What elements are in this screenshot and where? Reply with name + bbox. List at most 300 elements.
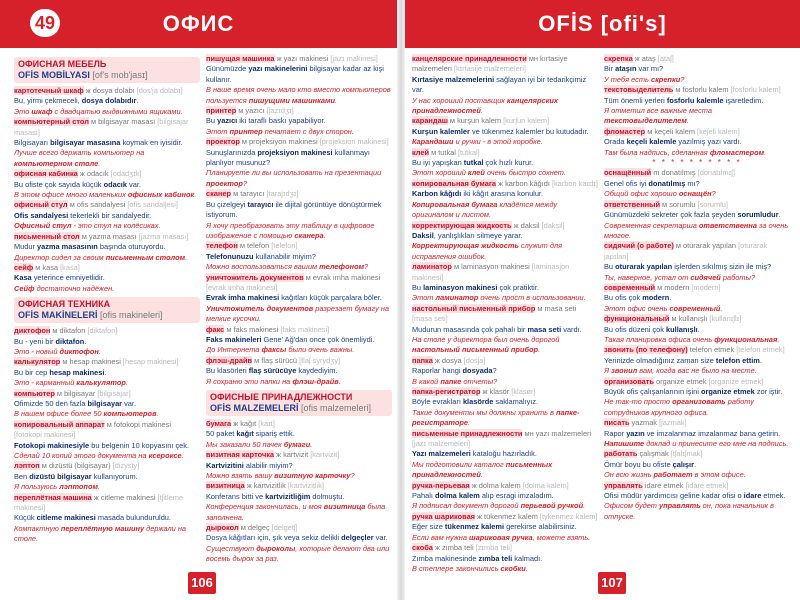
example-highlight: скрепки <box>650 74 681 84</box>
column-4 <box>604 54 790 574</box>
right-page-number: 107 <box>598 572 626 594</box>
transcription: [laminasjon makinesi] <box>412 262 570 282</box>
example-turkish: Ofis sandalyesi tekerlekli bir sandalyedir. <box>14 210 152 220</box>
dictionary-headword-line <box>604 449 790 459</box>
example-turkish: Bu ofiste çok sayıda küçük odacık var. <box>14 179 141 189</box>
dictionary-headword-line <box>206 481 392 491</box>
example-highlight: dosyada <box>462 366 493 376</box>
transcription: [dolma kalem] <box>522 480 569 490</box>
headword: проектор <box>206 137 240 147</box>
example-turkish: Bu iyi yapışkan tutkal çok hızlı kurur. <box>412 158 534 168</box>
example-russian: Я сохраню эти папки на флэш-драйв. <box>206 376 341 386</box>
transcription: [idare etmek] <box>685 480 729 490</box>
example-russian: Офисом будет управлять он, пока начальник в отпуске. <box>604 501 774 521</box>
translation: ж kağıt <box>231 419 259 428</box>
example-russian: Этот принтер печатает с двух сторон. <box>206 126 354 136</box>
example-turkish: Evrak imha makinesi kağıtları küçük parçalara böler. <box>206 293 382 303</box>
transcription: [tutkal] <box>457 147 480 157</box>
section-heading <box>14 57 200 83</box>
example-turkish: Yerinizde olmadığınız zaman size telefon ettim. <box>604 355 762 365</box>
transcription: [dizysty] <box>112 461 140 471</box>
example-russian: В какой папке отчеты? <box>412 376 498 386</box>
dictionary-headword-line <box>412 116 598 126</box>
section-title-ru: ОФИСНАЯ ТЕХНИКА <box>18 299 111 310</box>
transcription: [flaʃ syrydʒy] <box>299 355 341 365</box>
translation: м kurşun kalem <box>447 116 504 126</box>
example-russian: Этот хороший клей очень быстро сохнет. <box>412 168 566 178</box>
translation: ж kartvizit <box>274 450 311 460</box>
headword: организовать <box>604 376 654 386</box>
dictionary-headword-line <box>412 387 598 397</box>
translation: ж dosya <box>432 355 464 365</box>
section-title-tr: OFİS MAKİNELERİ [ofis makineleri] <box>18 310 163 321</box>
example-highlight: çalışır <box>672 459 694 469</box>
dictionary-headword-line <box>14 357 200 367</box>
example-highlight: Ofis sandalyesi <box>14 210 69 220</box>
example-highlight: работает <box>653 470 693 480</box>
example-turkish: Böyle evrakları klasörde saklamalıyız. <box>412 397 539 407</box>
example-highlight: дыроколы <box>256 543 296 553</box>
translation: м tutkal <box>429 147 458 157</box>
transcription: [fosforlu kalem] <box>730 85 781 95</box>
book-gutter <box>397 0 405 600</box>
example-turkish: Bu bir cep hesap makinesi. <box>14 367 107 377</box>
example-highlight: Копировальная бумага <box>412 199 498 209</box>
translation: м fotokopi makinesi <box>104 419 172 429</box>
transcription: [tykenmez kalem] <box>539 511 598 521</box>
headword: сидячий (о работе) <box>604 241 674 251</box>
example-russian: Планируете ли вы использовать на презентации проектор? <box>206 168 382 188</box>
transcription: [evrak imha makinesi] <box>206 282 278 292</box>
translation: м sorumlu <box>660 199 698 209</box>
section-transcription: [ofis makineleri] <box>100 310 163 321</box>
example-highlight: ламинатор <box>435 293 479 303</box>
transcription: [bilgisajar] <box>97 388 131 398</box>
example-highlight: Kırtasiye malzemelerini <box>412 74 495 84</box>
dictionary-headword-line <box>14 263 200 273</box>
headword: лэптоп <box>14 461 40 471</box>
headword: настольный письменный прибор <box>412 303 536 313</box>
headword: калькулятор <box>14 357 61 367</box>
transcription: [kaɪt] <box>258 419 275 428</box>
example-russian: Это - новый диктофон. <box>14 346 101 356</box>
example-highlight: odacık <box>103 179 127 189</box>
example-highlight: Kurşun kalemler <box>412 126 470 136</box>
column-2 <box>206 54 392 574</box>
transcription: [kurʃun kalem] <box>503 116 550 126</box>
dictionary-headword-line <box>604 481 790 491</box>
example-highlight: фломастером <box>709 147 765 157</box>
example-russian: Я звонил вам, когда вас не было на месте. <box>604 366 757 376</box>
example-russian: Я пользуюсь лэптопом. <box>14 482 100 492</box>
translation: idare etmek <box>642 480 686 490</box>
headword: функциональный <box>604 314 670 324</box>
dictionary-headword-line <box>14 493 200 514</box>
example-turkish: Raporlar hangi dosyada? <box>412 366 497 376</box>
example-russian: Я хочу преобразовать эту таблицу в цифровое изображение с помощью сканера. <box>206 220 375 240</box>
headword: текстовыделитель <box>604 85 674 95</box>
translation: м yazma masası <box>79 231 139 241</box>
example-russian: Компактную переплётную машину держали на столе. <box>14 523 187 544</box>
translation: m donatılmış <box>651 168 698 178</box>
example-turkish: Mudurun masasında çok pahalı bir masa seti vardı. <box>412 324 582 334</box>
right-page-title: OFİS [ofi's] <box>538 11 667 36</box>
example-highlight: лэптопом <box>59 482 98 492</box>
headword: пишущая машинка <box>206 54 275 63</box>
example-russian: Существуют дыроколы, которые делают два или восемь дырок за раз. <box>206 543 390 564</box>
dictionary-headword-line <box>604 283 790 293</box>
transcription: [hesap makinesi] <box>122 357 179 367</box>
example-russian: Конференция закончилась, и моя визитница была заполнена. <box>206 502 386 522</box>
section-title-ru: ОФИСНАЯ МЕБЕЛЬ <box>18 59 107 69</box>
dictionary-headword-line <box>206 137 392 147</box>
example-turkish: Bir ataşın var mı? <box>604 64 664 74</box>
example-highlight: yazı makinelerini <box>248 64 308 74</box>
left-page-title: ОФИС <box>162 11 235 36</box>
left-page-number: 106 <box>188 572 216 594</box>
translation: ж kartvizitlik <box>244 481 288 491</box>
example-highlight: masa seti <box>527 324 562 334</box>
headword: компьютерный стол <box>14 117 89 127</box>
translation: м delgeç <box>238 523 272 533</box>
example-highlight: Karbon kâğıdı <box>412 189 462 199</box>
example-highlight: сканера <box>294 230 324 240</box>
example-turkish: Büyük ofis çalışanlarının işini organize etmek zor iştir. <box>604 387 783 396</box>
headword: ответственный <box>604 199 660 209</box>
example-highlight: diktafon <box>55 336 85 346</box>
example-russian: Лучше всего держать компьютер на компьютерном столе. <box>14 148 145 168</box>
section-title-ru: ОФИСНЫЕ ПРИНАДЛЕЖНОСТИ <box>210 392 353 402</box>
example-russian: Это - карманный калькулятор. <box>14 378 128 388</box>
dictionary-headword-line <box>604 54 790 64</box>
headword: офисная кабинка <box>14 169 78 179</box>
headword: сканер <box>206 189 232 199</box>
translation: м kasa <box>33 262 61 272</box>
dictionary-headword-line <box>604 200 790 210</box>
example-highlight: Карандаши <box>412 137 454 147</box>
translation: м flaş sürücü <box>252 355 300 365</box>
example-highlight: папке-регистраторе <box>412 407 580 428</box>
example-turkish: Bu - yeni bir diktafon. <box>14 336 87 346</box>
example-highlight: шкаф <box>31 106 53 116</box>
translation: ж yazı makinesi <box>274 54 331 63</box>
example-highlight: канцелярских принадлежностей <box>412 95 558 116</box>
dictionary-headword-line <box>604 241 790 262</box>
headword: копировальный аппарат <box>14 419 105 429</box>
headword: копировальная бумага <box>412 178 497 188</box>
section-heading <box>206 390 392 416</box>
example-turkish: Ofimizde 50 den fazla bilgisayar var. <box>14 398 137 408</box>
transcription: [delgetʃ] <box>271 523 298 533</box>
transcription: [kullanɪʃlɪ] <box>709 314 742 324</box>
dictionary-headword-line <box>604 314 790 324</box>
example-highlight: компьютерном столе <box>14 158 99 168</box>
translation: м kullanışlı <box>669 314 710 324</box>
example-highlight: yazıcı <box>217 116 238 126</box>
example-turkish: Günümüzde yazı makinelerini bilgisayar kadar az kişi kullanır. <box>206 64 384 84</box>
dictionary-headword-line <box>412 429 598 450</box>
example-russian: До Интернета факсы были очень важны. <box>206 345 355 355</box>
section-title-tr: OFİS MALZEMELERİ [ofis malzemeleri] <box>210 403 372 413</box>
example-highlight: idare <box>743 491 762 501</box>
dictionary-headword-line <box>412 512 598 522</box>
translation: м fosforlu kalem <box>673 85 731 95</box>
transcription: [ataʃ] <box>657 54 674 63</box>
example-russian: Этот ламинатор очень прост в использовании. <box>412 293 586 303</box>
translation: yazmak <box>629 418 660 428</box>
example-turkish: Mudur yazma masasının başında oturuyordu. <box>14 242 166 252</box>
transcription: [daksil] <box>541 220 565 230</box>
translation: ж citleme makinesi <box>91 492 158 502</box>
example-highlight: диктофон <box>59 346 99 356</box>
example-highlight: oturarak yapılan <box>615 262 673 272</box>
dictionary-headword-line <box>206 241 392 251</box>
example-highlight: ответственна <box>698 220 757 230</box>
example-russian: Директор сидел за своим письменным столом. <box>14 252 188 262</box>
transcription: [sorumlu] <box>697 199 728 209</box>
example-russian: Напишите доклад и принесите его мне на подпись. <box>604 439 789 449</box>
example-highlight: скобки <box>500 563 526 573</box>
example-highlight: управлять <box>658 501 701 511</box>
headword: компьютер <box>14 388 55 398</box>
example-highlight: tutkal <box>463 158 484 168</box>
example-highlight: dizüstü bilgisayar <box>29 471 92 481</box>
example-russian: У тебя есть скрепки? <box>604 74 685 84</box>
example-russian: Уничтожитель документов разрезает бумагу на мелкие кусочки. <box>206 303 390 324</box>
transcription: [jazmak] <box>659 418 687 428</box>
example-turkish: Sunuşlarınızda projeksiyon makinesi kullanmayı planlıyor musunuz? <box>206 147 370 168</box>
example-highlight: Faks makineleri <box>206 334 262 344</box>
example-turkish: 50 paket kağıt sipariş ettik. <box>206 429 295 439</box>
headword: папка-регистратор <box>412 387 481 396</box>
translation: м faks makinesi <box>224 324 281 334</box>
example-russian: В нашем офисе более 50 компьютеров. <box>14 409 159 419</box>
example-highlight: визитница <box>323 502 366 512</box>
example-highlight: telefon ettim <box>715 355 760 365</box>
example-highlight: projeksiyon makinesi <box>257 147 333 157</box>
right-page-header <box>405 0 800 48</box>
example-highlight: dosya dolabıdır <box>81 96 137 106</box>
example-highlight: keçeli kalemle <box>626 137 677 147</box>
transcription: [organize etmek] <box>708 376 764 386</box>
example-highlight: калькулятор <box>76 378 126 388</box>
translation: ж karbon kâğıdı <box>496 178 552 188</box>
translation: м yazıcı <box>236 106 267 116</box>
translation: ж dosya dolabı <box>83 86 137 95</box>
example-turkish: Kartvizitini alabilir miyim? <box>206 460 293 470</box>
example-turkish: Bu, yirmi çekmeceli, dosya dolabıdır. <box>14 96 139 106</box>
dictionary-headword-line <box>206 450 392 460</box>
headword: скоба <box>412 543 433 553</box>
headword: карандаш <box>412 116 448 126</box>
section-heading <box>14 297 200 323</box>
dictionary-headword-line <box>604 127 790 137</box>
example-highlight: Evrak imha makinesi <box>206 293 280 303</box>
transcription: [kasa] <box>60 262 80 272</box>
transcription: [tarajɪdʒɪ] <box>266 189 299 199</box>
transcription: [tʃalɪʃmak] <box>670 449 703 459</box>
example-highlight: пишущими машинками <box>248 95 335 105</box>
translation: м keçeli kalem <box>645 126 698 136</box>
translation: ж daksil <box>511 220 542 230</box>
headword: управлять <box>604 480 643 490</box>
example-russian: Сейф достаточно надёжен. <box>14 283 115 293</box>
transcription: [kartvizitlik] <box>287 481 324 491</box>
example-highlight: flaş sürücüye <box>248 366 297 376</box>
translation: м masa seti <box>535 303 577 313</box>
example-highlight: kağıt <box>236 429 254 439</box>
example-highlight: fosforlu kalemle <box>666 95 724 105</box>
example-turkish: Günümüzdeki sekreter çok fazla şeyden sorumludur. <box>604 210 781 220</box>
translation: м dizüstü (bilgisayar) <box>39 461 113 471</box>
example-turkish: Genel ofis iyi donatılmış mı? <box>604 178 700 188</box>
transcription: [faks makinesi] <box>280 324 330 334</box>
example-highlight: citleme makinesi <box>36 513 96 523</box>
example-highlight: принтер <box>229 126 263 136</box>
example-highlight: клей <box>467 168 485 178</box>
headword: визитница <box>206 481 245 491</box>
headword: диктофон <box>14 326 51 336</box>
example-russian: Я подписал документ дорогой перьевой ручкой. <box>412 501 586 511</box>
example-russian: Мы заказали 50 пачек бумаги. <box>206 439 313 449</box>
example-highlight: kartvizitliğim <box>265 491 311 501</box>
section-number-badge: 49 <box>30 9 60 37</box>
dictionary-headword-line <box>604 85 790 95</box>
translation: ж odacık <box>77 169 111 179</box>
example-russian: Можно воспользоваться вашим телефоном? <box>206 262 369 272</box>
example-highlight: Уничтожитель документов <box>206 303 314 313</box>
dictionary-headword-line <box>14 326 200 336</box>
example-turkish: Bu yazıcı iki taraflı baskı yapabiliyor. <box>206 116 326 126</box>
example-highlight: tarayıcı <box>247 199 274 209</box>
dictionary-headword-line <box>206 273 392 294</box>
separator-stars: * * * * * * * * * * <box>652 158 742 168</box>
example-highlight: сидячей <box>690 272 721 282</box>
dictionary-headword-line <box>604 168 790 178</box>
section-transcription: [of's mob'jasɪ] <box>92 70 148 80</box>
example-highlight: dolma kalem <box>435 491 480 501</box>
example-highlight: письменным столом <box>105 252 186 262</box>
example-highlight: zımba teli <box>478 553 513 563</box>
transcription: [jazɪ makinesi] <box>330 54 378 63</box>
headword: телефон <box>206 241 238 251</box>
example-turkish: Bu çizelgeyi tarayıcı ile dijital görüntüye dönüştürmek istiyorum. <box>206 199 382 220</box>
example-russian: На столе у директора был очень дорогой настольный письменный прибор. <box>412 334 560 355</box>
dictionary-headword-line <box>206 419 392 429</box>
example-russian: Мы подготовили каталог письменных принадлежностей. <box>412 459 553 480</box>
example-highlight: флэш-драйв <box>292 376 339 386</box>
example-turkish: Orada keçeli kalemle yazılmış yazı vardı. <box>604 137 742 147</box>
example-highlight: текстовыделителем <box>604 116 687 126</box>
example-turkish: Bu oturarak yapılan işlerden sıkılmış sizin ile miş? <box>604 262 772 272</box>
example-highlight: Сейф <box>14 283 35 293</box>
dictionary-headword-line <box>412 221 598 231</box>
example-turkish: Eğer size tükenmez kalemi gerekirse alabilirsiniz. <box>412 522 577 532</box>
example-highlight: Офисный стул <box>14 221 72 231</box>
headword: письменный стол <box>14 231 80 241</box>
example-turkish: Kırtasiye malzemelerini sağlayan iyi bir tedarikçimiz var. <box>412 74 587 95</box>
example-highlight: klasörde <box>462 397 494 407</box>
example-russian: Ты, наверное, устал от сидячей работы? <box>604 272 756 282</box>
dictionary-headword-line <box>14 232 200 242</box>
transcription: [karbon kaɪdɪ] <box>551 178 598 188</box>
dictionary-headword-line <box>604 345 790 355</box>
transcription: [jazma masası] <box>138 231 189 241</box>
example-highlight: laminasyon makinesi <box>423 282 498 292</box>
headword: ламинатор <box>412 262 452 272</box>
example-highlight: шариковая ручка <box>469 532 533 542</box>
example-turkish: Karbon kâğıdı iki kâğıt arasına konulur. <box>412 189 544 199</box>
headword: корректирующая жидкость <box>412 220 512 230</box>
dictionary-headword-line <box>14 169 200 179</box>
dictionary-headword-line <box>206 189 392 199</box>
transcription: [oturarak japɪlan] <box>604 241 768 261</box>
translation: м telefon <box>237 241 272 251</box>
dictionary-headword-line <box>604 377 790 387</box>
example-turkish: Yazı malzemeleri kataloğu hazırladık. <box>412 449 537 459</box>
headword: папка <box>412 355 433 365</box>
example-russian: Если вам нужна шариковая ручка, можете взять. <box>412 532 591 542</box>
dictionary-headword-line <box>412 481 598 491</box>
example-highlight: звонил <box>611 366 638 376</box>
dictionary-headword-line <box>14 389 200 399</box>
example-turkish: Bilgisayarı bilgisayar masasına koymak en iyisidir. <box>14 138 183 148</box>
dictionary-headword-line <box>206 54 392 64</box>
example-russian: Корректирующая жидкость служит для исправления ошибок. <box>412 241 563 261</box>
column-1 <box>14 54 200 574</box>
headword: дырокол <box>206 523 239 533</box>
example-highlight: настольный письменный прибор <box>412 345 539 355</box>
transcription: [dosja] <box>463 355 486 365</box>
example-highlight: организовать <box>672 397 726 407</box>
example-highlight: organize etmek <box>700 387 755 396</box>
example-turkish: Rapor yazın ve imzalanmaz imzalanmaz bana getirin. <box>604 428 781 438</box>
dictionary-headword-line <box>412 543 598 553</box>
headword: флэш-драйв <box>206 355 253 365</box>
dictionary-headword-line <box>412 356 598 366</box>
translation: organize etmek <box>653 376 709 386</box>
dictionary-headword-line <box>14 461 200 471</box>
transcription: [fotokopi makinesi] <box>14 430 76 440</box>
example-russian: Этот офис очень современный. <box>604 303 723 313</box>
headword: визитная карточка <box>206 450 275 460</box>
example-russian: В наше время очень мало кто вместо компьютеров пользуется пишущими машинками. <box>206 85 391 105</box>
translation: telefon etmek <box>687 345 737 355</box>
section-transcription: [ofis malzemeleri] <box>301 403 372 413</box>
left-page-header <box>0 0 397 48</box>
example-russian: У нас хороший поставщик канцелярских принадлежностей. <box>412 95 558 116</box>
headword: современный <box>604 282 656 292</box>
translation: м ofis sandalyesi <box>67 200 128 210</box>
example-russian: Я отметил все важные места текстовыделителем. <box>604 106 712 126</box>
translation: ж tükenmez kalem <box>475 511 540 521</box>
example-highlight: компьютеров <box>103 409 157 419</box>
example-russian: Такие документы мы должны хранить в папке-регистраторе. <box>412 407 580 428</box>
transcription: [odadʒɪk] <box>110 169 142 179</box>
transcription: [telefon] <box>271 241 298 251</box>
transcription: [klasør] <box>511 387 536 396</box>
transcription: [modern] <box>691 282 721 292</box>
example-highlight: письменных принадлежностей <box>412 459 553 480</box>
example-russian: Он всю жизнь работает в этом офисе. <box>604 470 746 480</box>
transcription: [jazɪ malzemeleri] <box>412 439 471 449</box>
example-highlight: delgeçler <box>341 533 374 543</box>
headword: уничтожитель документов <box>206 272 304 282</box>
headword: факс <box>206 324 225 334</box>
translation: мн yazı malzemeleri <box>522 428 592 438</box>
example-turkish: Ömür boyu bu ofiste çalışır. <box>604 459 697 469</box>
headword: канцелярские принадлежности <box>412 54 527 63</box>
